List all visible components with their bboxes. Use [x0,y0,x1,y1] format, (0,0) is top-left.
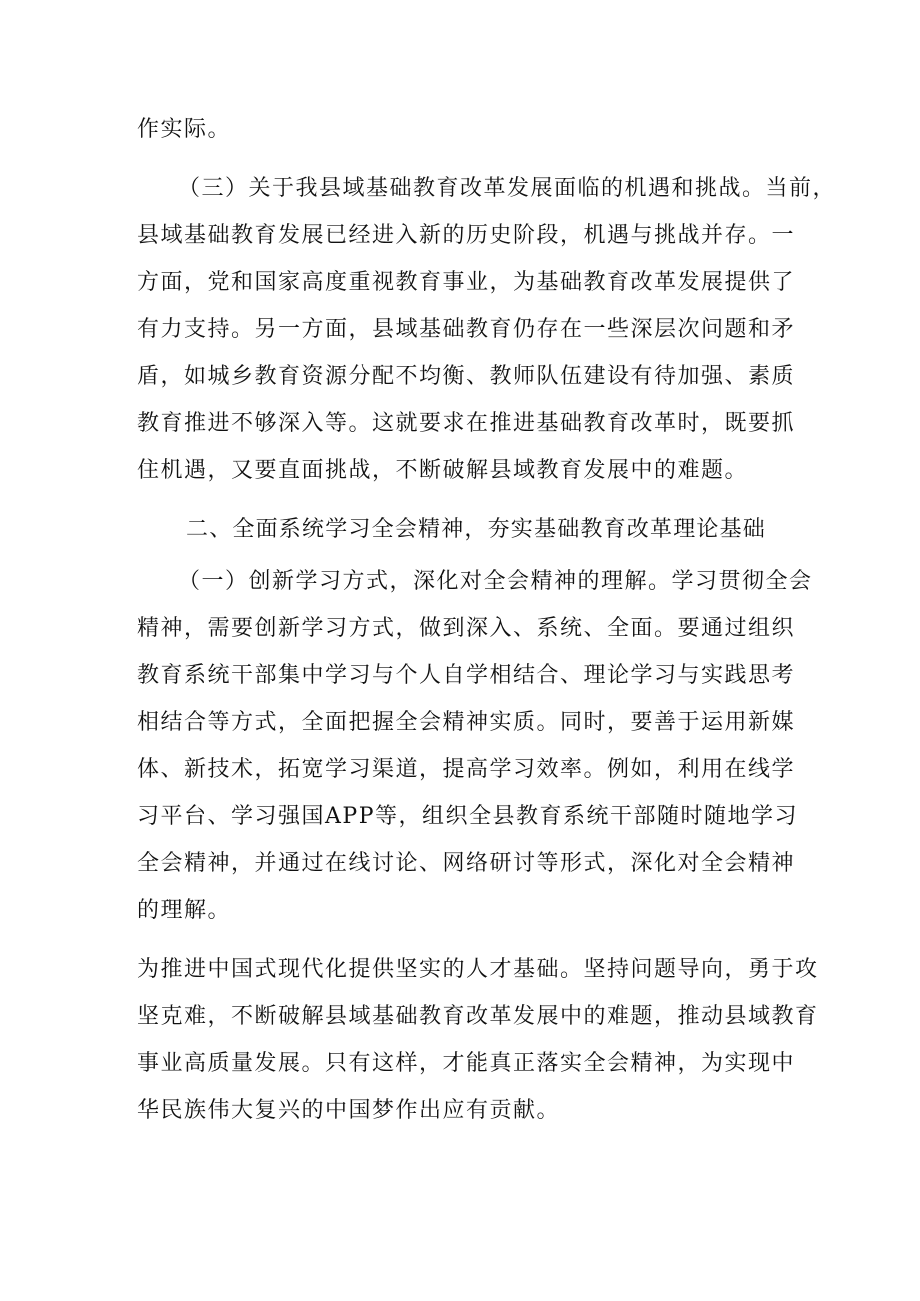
paragraph-line: 华民族伟大复兴的中国梦作出应有贡献。 [137,1098,561,1123]
paragraph-line: 教育推进不够深入等。这就要求在推进基础教育改革时，既要抓 [137,411,796,436]
paragraph-line: 相结合等方式，全面把握全会精神实质。同时，要善于运用新媒 [137,710,796,735]
paragraph-line: 的理解。 [137,898,232,923]
paragraph-line: 县域基础教育发展已经进入新的历史阶段，机遇与挑战并存。一 [137,223,796,248]
paragraph-line: 坚克难，不断破解县域基础教育改革发展中的难题，推动县域教育 [137,1004,819,1029]
paragraph-line: 事业高质量发展。只有这样，才能真正落实全会精神，为实现中 [137,1051,796,1076]
paragraph-line: 习平台、学习强国APP等，组织全县教育系统干部随时随地学习 [137,804,798,829]
section-heading: 二、全面系统学习全会精神，夯实基础教育改革理论基础 [186,517,767,542]
paragraph-line: 为推进中国式现代化提供坚实的人才基础。坚持问题导向，勇于攻 [137,957,819,982]
paragraph-line: 精神，需要创新学习方式，做到深入、系统、全面。要通过组织 [137,616,796,641]
paragraph-line: 教育系统干部集中学习与个人自学相结合、理论学习与实践思考 [137,663,796,688]
paragraph-line: 盾，如城乡教育资源分配不均衡、教师队伍建设有待加强、素质 [137,364,796,389]
paragraph-line: 作实际。 [137,117,232,142]
paragraph-line: 住机遇，又要直面挑战，不断破解县域教育发展中的难题。 [137,458,749,483]
paragraph-line: 全会精神，并通过在线讨论、网络研讨等形式，深化对全会精神 [137,851,796,876]
paragraph-line: （三）关于我县域基础教育改革发展面临的机遇和挑战。当前， [178,176,837,201]
paragraph-line: 有力支持。另一方面，县域基础教育仍存在一些深层次问题和矛 [137,317,796,342]
paragraph-line: 方面，党和国家高度重视教育事业，为基础教育改革发展提供了 [137,270,796,295]
paragraph-line: 体、新技术，拓宽学习渠道，提高学习效率。例如，利用在线学 [137,757,796,782]
paragraph-line: （一）创新学习方式，深化对全会精神的理解。学习贯彻全会 [178,569,813,594]
